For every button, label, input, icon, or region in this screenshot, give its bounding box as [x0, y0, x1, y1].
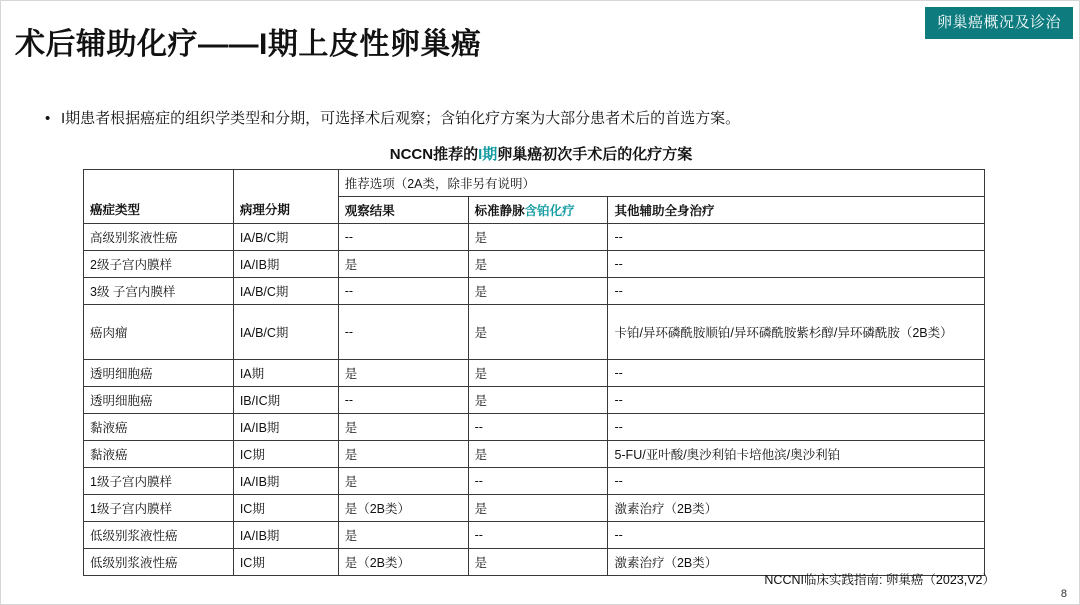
table-group-header-row	[84, 170, 985, 197]
table-row	[84, 387, 985, 414]
cell-observation: 是	[338, 441, 468, 468]
cell-cancer-type: 透明细胞癌	[84, 387, 234, 414]
cell-other-therapy: --	[608, 387, 985, 414]
cell-observation: --	[338, 387, 468, 414]
table-row	[84, 522, 985, 549]
cell-cancer-type: 1级子宫内膜样	[84, 495, 234, 522]
cell-observation: 是	[338, 522, 468, 549]
cell-observation: 是	[338, 468, 468, 495]
cell-observation: 是	[338, 251, 468, 278]
cell-other-therapy: 5-FU/亚叶酸/奥沙利铂卡培他滨/奥沙利铂	[608, 441, 985, 468]
bullet-text: I期患者根据癌症的组织学类型和分期，可选择术后观察；含铂化疗方案为大部分患者术后的首选方案。	[61, 110, 741, 127]
section-tag: 卵巢癌概况及诊治	[925, 7, 1073, 39]
header-cell-observation	[338, 197, 468, 224]
cell-other-therapy: --	[608, 251, 985, 278]
cell-platinum: 是	[468, 360, 608, 387]
caption-post: 卵巢癌初次手术后的化疗方案	[497, 146, 693, 163]
cell-observation: 是	[338, 414, 468, 441]
cell-observation: --	[338, 305, 468, 360]
cell-observation: 是	[338, 360, 468, 387]
cell-cancer-type: 2级子宫内膜样	[84, 251, 234, 278]
cell-observation: 是（2B类）	[338, 495, 468, 522]
cell-platinum: 是	[468, 224, 608, 251]
table-row	[84, 441, 985, 468]
cell-cancer-type: 高级别浆液性癌	[84, 224, 234, 251]
cell-other-therapy: --	[608, 414, 985, 441]
cell-other-therapy: 卡铂/异环磷酰胺顺铂/异环磷酰胺紫杉醇/异环磷酰胺（2B类）	[608, 305, 985, 360]
table-row	[84, 468, 985, 495]
header-label-platinum-highlight: 含铂化疗	[524, 204, 575, 218]
cell-other-therapy: 激素治疗（2B类）	[608, 549, 985, 576]
cell-platinum: 是	[468, 495, 608, 522]
cell-cancer-type: 1级子宫内膜样	[84, 468, 234, 495]
cell-platinum: --	[468, 468, 608, 495]
cell-stage: IC期	[233, 495, 338, 522]
cell-other-therapy: 激素治疗（2B类）	[608, 495, 985, 522]
cell-cancer-type: 低级别浆液性癌	[84, 549, 234, 576]
header-label-platinum-plain: 标准静脉	[474, 204, 525, 218]
header-cell-platinum	[468, 197, 608, 224]
cell-other-therapy: --	[608, 522, 985, 549]
cell-observation: --	[338, 278, 468, 305]
cell-other-therapy: --	[608, 360, 985, 387]
cell-cancer-type: 黏液癌	[84, 441, 234, 468]
caption-pre: NCCN推荐的	[389, 146, 479, 163]
table-row	[84, 251, 985, 278]
cell-observation: 是（2B类）	[338, 549, 468, 576]
header-label-stage: 病理分期	[239, 202, 290, 217]
cell-cancer-type: 黏液癌	[84, 414, 234, 441]
page-title: 术后辅助化疗——I期上皮性卵巢癌	[15, 28, 482, 61]
cell-platinum: --	[468, 522, 608, 549]
cell-stage: IA/IB期	[233, 522, 338, 549]
cell-stage: IC期	[233, 549, 338, 576]
header-label-other-therapy: 其他辅助全身治疗	[614, 204, 715, 218]
cell-platinum: 是	[468, 387, 608, 414]
cell-platinum: 是	[468, 441, 608, 468]
chemo-regimen-table	[83, 169, 985, 576]
table-caption	[1, 143, 1080, 164]
cell-cancer-type: 透明细胞癌	[84, 360, 234, 387]
bullet-marker: •	[45, 110, 51, 127]
cell-other-therapy: --	[608, 468, 985, 495]
table-row	[84, 224, 985, 251]
cell-stage: IA/IB期	[233, 251, 338, 278]
table-row	[84, 278, 985, 305]
header-label-observation: 观察结果	[344, 204, 395, 218]
cell-cancer-type: 低级别浆液性癌	[84, 522, 234, 549]
table-row	[84, 305, 985, 360]
cell-other-therapy: --	[608, 224, 985, 251]
chemo-regimen-table-wrapper	[83, 169, 985, 576]
cell-stage: IA/B/C期	[233, 278, 338, 305]
source-citation: NCCNI临床实践指南: 卵巢癌（2023,V2）	[764, 573, 995, 587]
cell-platinum: 是	[468, 251, 608, 278]
cell-stage: IA/B/C期	[233, 305, 338, 360]
caption-highlight: I期	[478, 146, 498, 163]
header-cell-other-therapy	[608, 197, 985, 224]
cell-other-therapy: --	[608, 278, 985, 305]
cell-stage: IA/IB期	[233, 468, 338, 495]
cell-platinum: --	[468, 414, 608, 441]
table-row	[84, 495, 985, 522]
cell-stage: IA期	[233, 360, 338, 387]
cell-cancer-type: 3级 子宫内膜样	[84, 278, 234, 305]
header-cell-cancer-type	[84, 170, 234, 224]
cell-stage: IB/IC期	[233, 387, 338, 414]
cell-cancer-type: 癌肉瘤	[84, 305, 234, 360]
bullet-item	[45, 109, 1045, 129]
table-row	[84, 414, 985, 441]
cell-platinum: 是	[468, 305, 608, 360]
cell-observation: --	[338, 224, 468, 251]
cell-platinum: 是	[468, 549, 608, 576]
cell-platinum: 是	[468, 278, 608, 305]
cell-stage: IA/B/C期	[233, 224, 338, 251]
header-label-cancer-type: 癌症类型	[90, 202, 141, 217]
table-row	[84, 360, 985, 387]
cell-stage: IC期	[233, 441, 338, 468]
header-cell-recommendations: 推荐选项（2A类，除非另有说明）	[338, 170, 984, 197]
header-cell-stage	[233, 170, 338, 224]
page-number: 8	[1060, 588, 1067, 600]
cell-stage: IA/IB期	[233, 414, 338, 441]
